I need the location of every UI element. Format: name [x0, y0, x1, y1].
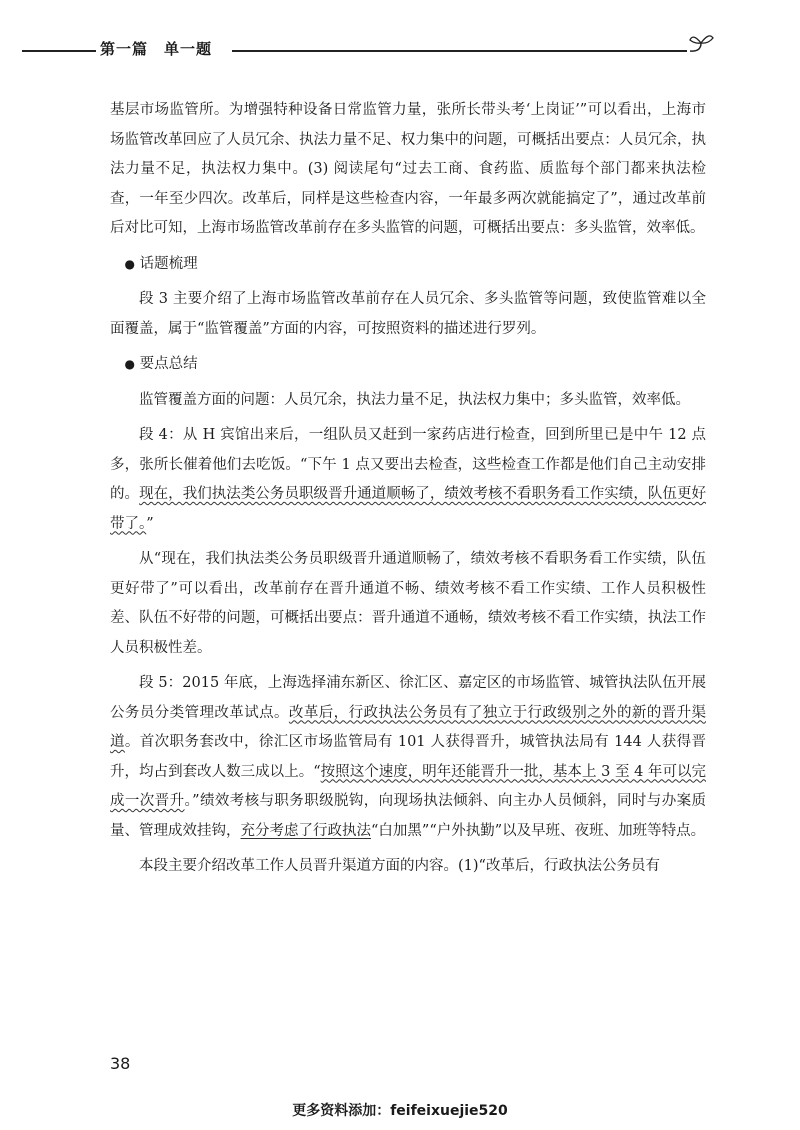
paragraph-4-emphasis: 现在，我们执法类公务员职级晋升通道顺畅了，绩效考核不看职务看工作实绩，队伍更好带了。: [110, 486, 706, 532]
topic-review-label: 话题梳理: [139, 255, 198, 272]
bullet-icon: ●: [124, 256, 135, 271]
header-rule-right: [232, 50, 687, 52]
paragraph-4-text: 段 4：从 H 宾馆出来后，一组队员又赶到一家药店进行检查，回到所里已是中午 12 点多，张所长催着他们去吃饭。“下午 1 点又要出去检查，这些检查工作都是他们自己主动安排的。: [110, 427, 706, 502]
key-points-label: 要点总结: [139, 356, 198, 372]
paragraph-6-text-c: 。”绩效考核与职务职级脱钩，向现场执法倾斜、向主办人员倾斜，同时与办案质量、管理成效挂钩，: [110, 793, 706, 839]
paragraph-6-text-b: 。首次职务套改中，徐汇区市场监管局有 101 人获得晋升，城管执法局有 144 人获得晋升，均占到套改人数三成以上。“: [110, 734, 706, 780]
sprout-icon: [686, 30, 716, 58]
paragraph-3: 监管覆盖方面的问题：人员冗余，执法力量不足，执法权力集中；多头监管，效率低。: [139, 391, 690, 408]
footer-note: 更多资料添加：feifeixuejie520: [292, 1103, 508, 1119]
bullet-icon: ●: [124, 357, 135, 371]
paragraph-2: 段 3 主要介绍了上海市场监管改革前存在人员冗余、多头监管等问题，致使监管难以全面覆盖，属于“监管覆盖”方面的内容，可按照资料的描述进行罗列。: [110, 291, 706, 337]
paragraph-4-close: ”: [146, 515, 154, 532]
paragraph-5: 从“现在，我们执法类公务员职级晋升通道顺畅了，绩效考核不看职务看工作实绩，队伍更好带了”可以看出，改革前存在晋升通道不畅、绩效考核不看工作实绩、工作人员积极性差、队伍不好带的问题，可概括出要点：晋升通道不通畅，绩效考核不看工作实绩，执法工作人员积极性差。: [110, 551, 706, 656]
paragraph-6: [110, 669, 706, 846]
key-points-heading: [110, 350, 706, 380]
section-title: 第一篇 单一题: [100, 40, 213, 58]
paragraph-4: [110, 421, 706, 539]
paragraph-7: 本段主要介绍改革工作人员晋升渠道方面的内容。(1)“改革后，行政执法公务员有: [139, 858, 660, 874]
paragraph-1: 基层市场监管所。为增强特种设备日常监管力量，张所长带头考‘上岗证’”可以看出，上海市场监管改革回应了人员冗余、执法力量不足、权力集中的问题，可概括出要点：人员冗余，执法力量不足，执法权力集中。(3) 阅读尾句“过去工商、食药监、质监每个部门都来执法检查，一年至少四次。改革后，同样是这些检查内容，一年最多两次就能搞定了”，通过改革前后对比可知，上海市场监管改革前存在多头监管的问题，可概括出要点：多头监管，效率低。: [110, 102, 706, 236]
header-rule-left: [22, 50, 96, 52]
page-number: 38: [110, 1054, 131, 1073]
paragraph-6-emphasis-a: 改革后，行政执法公务员有了独立于行政级别之外的新的晋升渠道: [110, 704, 706, 750]
paragraph-6-text-d: “白加黑”“户外执勤”以及早班、夜班、加班等特点。: [371, 822, 706, 839]
running-header: [0, 30, 800, 70]
paragraph-6-emphasis-b: 按照这个速度，明年还能晋升一批，基本上 3 至 4 年可以完成一次晋升: [110, 763, 706, 809]
page-body: [110, 96, 706, 882]
topic-review-heading: [110, 250, 706, 280]
paragraph-6-emphasis-c: 充分考虑了行政执法: [240, 822, 371, 839]
paragraph-6-text-a: 段 5：2015 年底，上海选择浦东新区、徐汇区、嘉定区的市场监管、城管执法队伍开展公务员分类管理改革试点。: [110, 675, 706, 721]
